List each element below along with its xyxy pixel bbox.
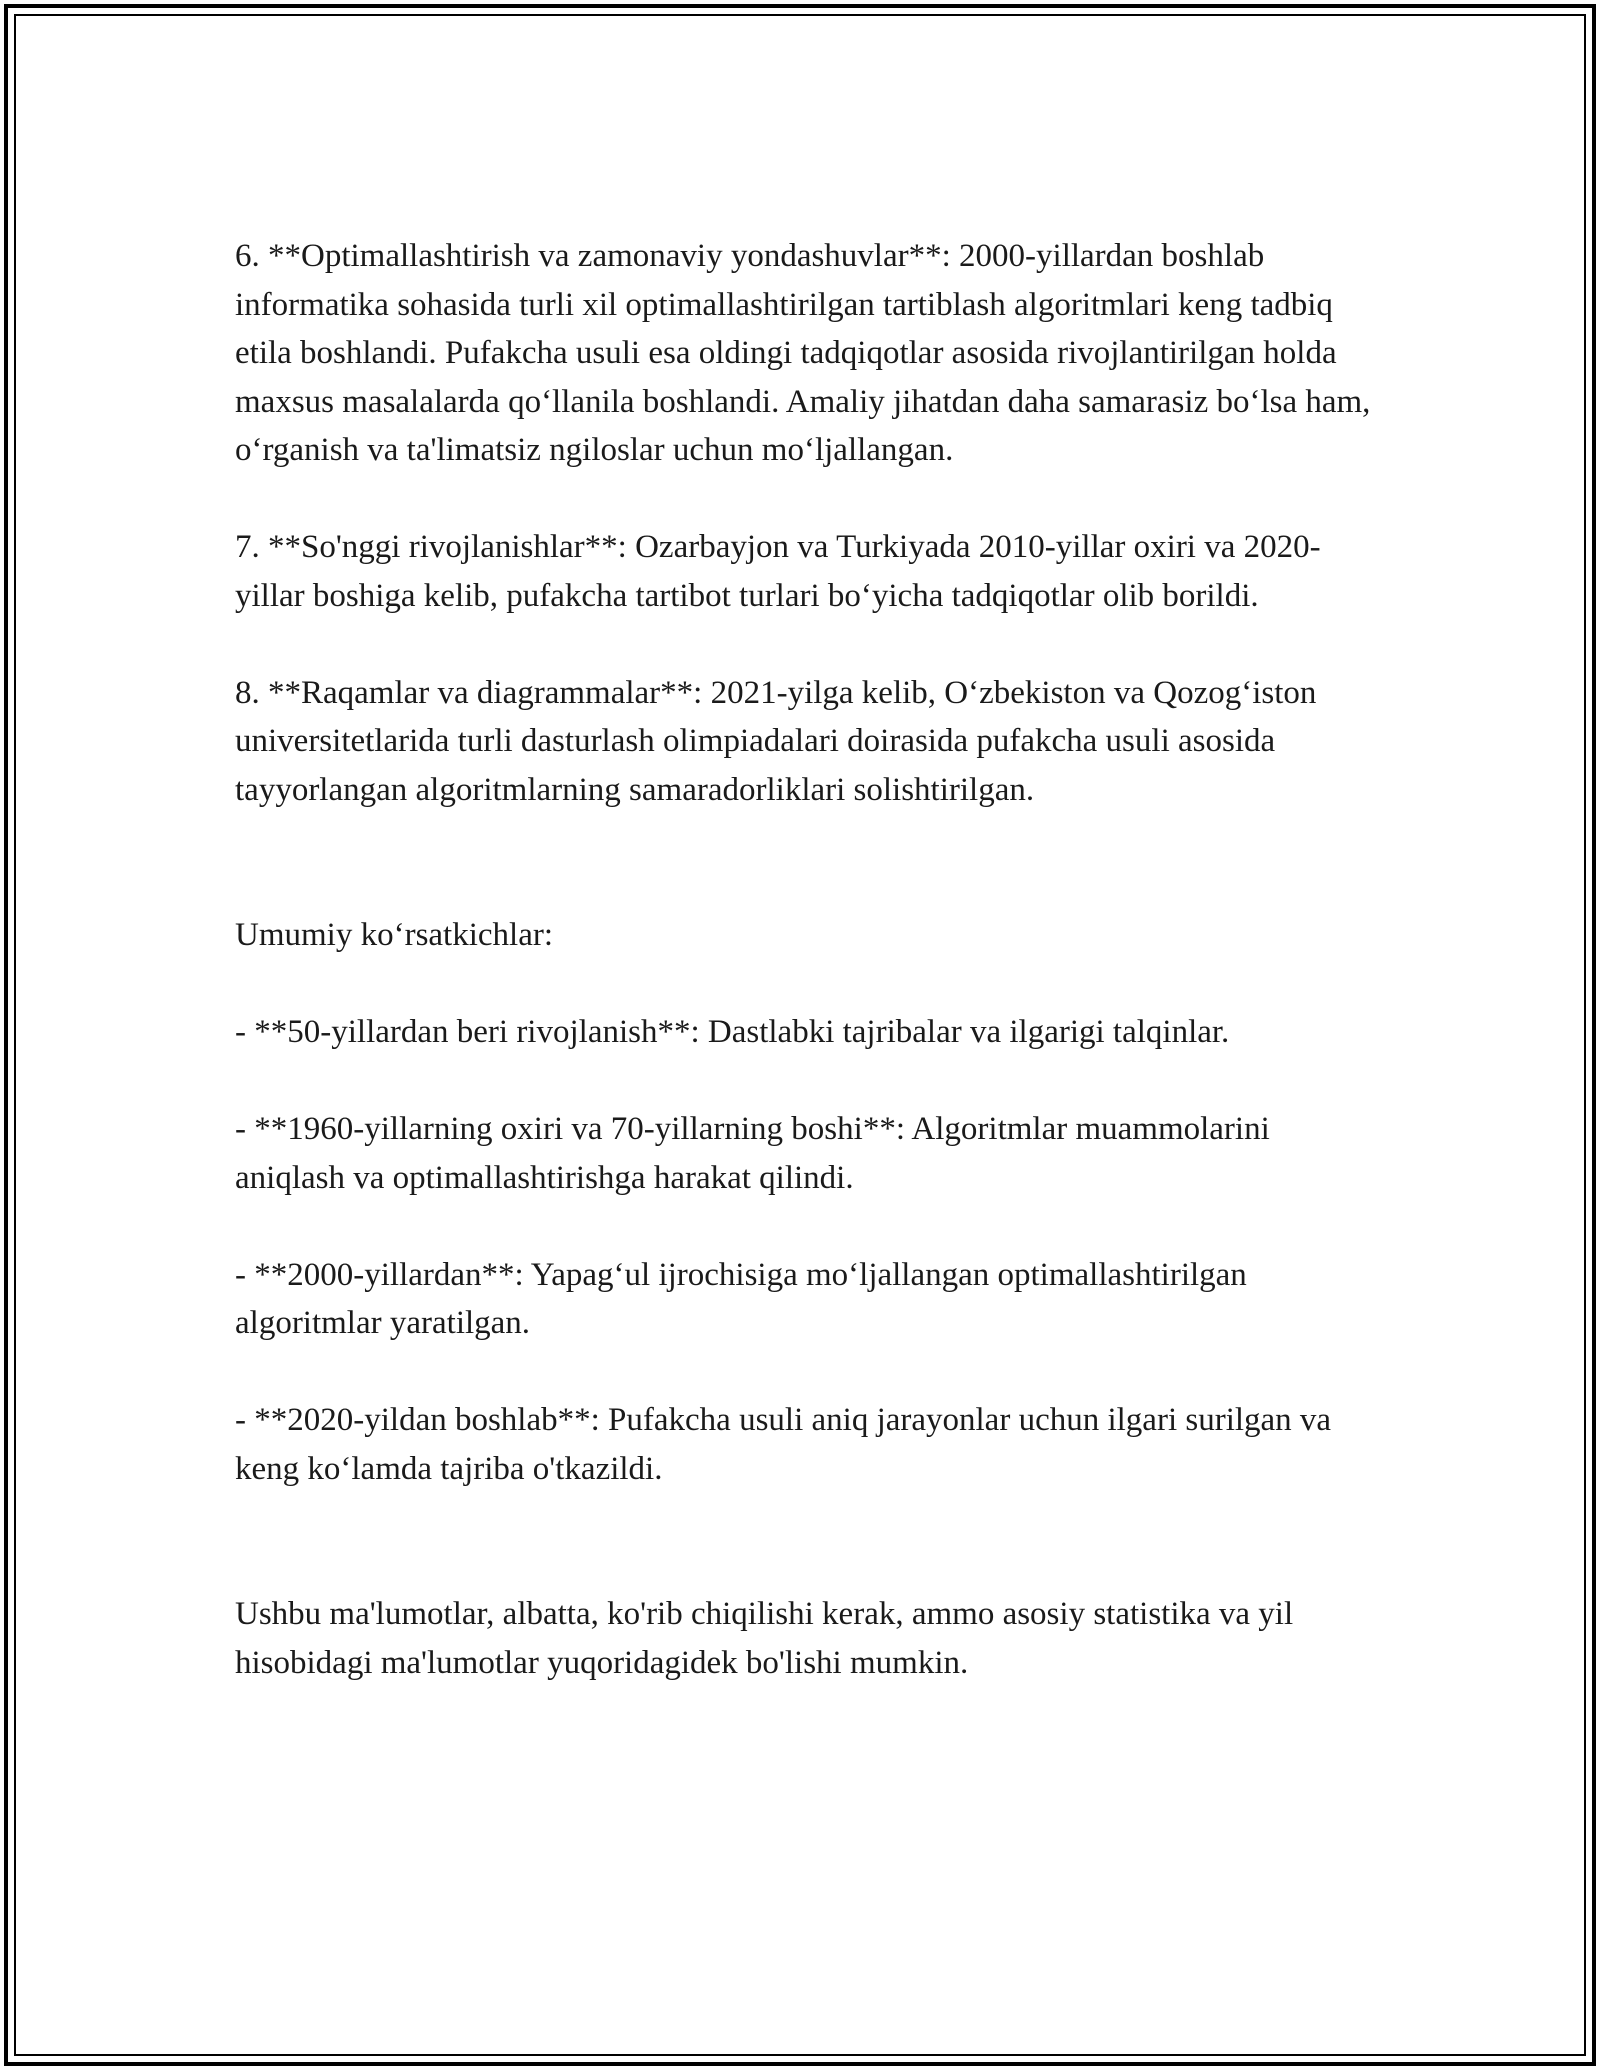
document-body xyxy=(235,232,1375,1736)
summary-heading: Umumiy ko‘rsatkichlar: xyxy=(235,917,554,953)
summary-item-1960s: - **1960-yillarning oxiri va 70-yillarning boshi**: Algoritmlar muammolarini aniqlash va optimallashtirishga harakat qilindi. xyxy=(235,1111,1270,1196)
paragraph-section-7: 7. **So'nggi rivojlanishlar**: Ozarbayjon va Turkiyada 2010-yillar oxiri va 2020-yillar boshiga kelib, pufakcha tartibot turlari bo‘yicha tadqiqotlar olib borildi. xyxy=(235,529,1321,614)
paragraph-section-8: 8. **Raqamlar va diagrammalar**: 2021-yilga kelib, O‘zbekiston va Qozog‘iston universitetlarida turli dasturlash olimpiadalari doirasida pufakcha usuli asosida tayyorlangan algoritmlarning samaradorliklari solishtirilgan. xyxy=(235,674,1317,808)
summary-item-2020s: - **2020-yildan boshlab**: Pufakcha usuli aniq jarayonlar uchun ilgari surilgan va keng ko‘lamda tajriba o'tkazildi. xyxy=(235,1402,1332,1487)
summary-item-50s: - **50-yillardan beri rivojlanish**: Dastlabki tajribalar va ilgarigi talqinlar. xyxy=(235,1014,1230,1050)
paragraph-section-6: 6. **Optimallashtirish va zamonaviy yondashuvlar**: 2000-yillardan boshlab informatika sohasida turli xil optimallashtirilgan tartiblash algoritmlari keng tadbiq etila boshlandi. Pufakcha usuli esa oldingi tadqiqotlar asosida rivojlantirilgan holda maxsus masalalarda qo‘llanila boshlandi. Amaliy jihatdan daha samarasiz bo‘lsa ham, o‘rganish va ta'limatsiz ngiloslar uchun mo‘ljallangan. xyxy=(235,238,1371,468)
summary-item-2000s: - **2000-yillardan**: Yapag‘ul ijrochisiga mo‘ljallangan optimallashtirilgan algoritmlar yaratilgan. xyxy=(235,1256,1247,1341)
summary-block xyxy=(235,863,1375,1542)
paragraph-closing: Ushbu ma'lumotlar, albatta, ko'rib chiqilishi kerak, ammo asosiy statistika va yil hisobidagi ma'lumotlar yuqoridagidek bo'lishi mumkin. xyxy=(235,1596,1294,1681)
